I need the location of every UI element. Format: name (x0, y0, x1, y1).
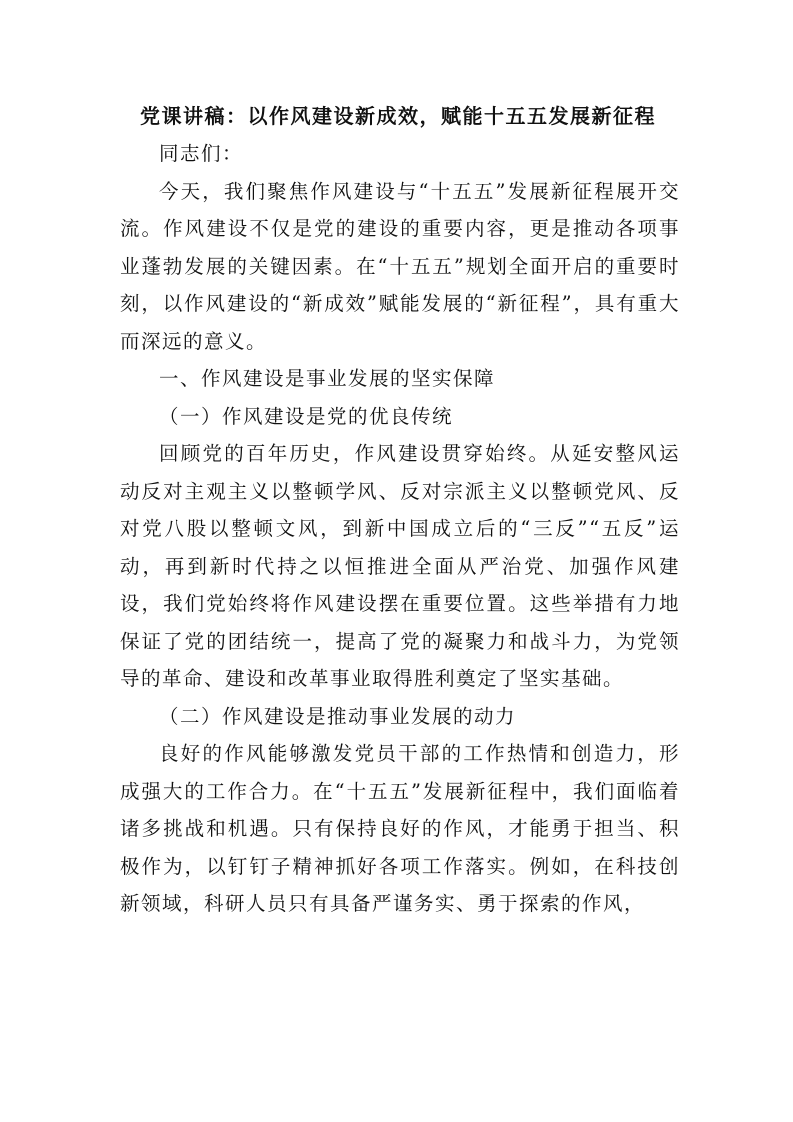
paragraph-intro: 今天，我们聚焦作风建设与“十五五”发展新征程展开交流。作风建设不仅是党的建设的重要内容，更是推动各项事业蓬勃发展的关键因素。在“十五五”规划全面开启的重要时刻，以作风建设的“新成效”赋能发展的“新征程”，具有重大而深远的意义。 (120, 179, 680, 353)
section-heading-1: 一、作风建设是事业发展的坚实保障 (159, 367, 496, 390)
document-body (120, 100, 680, 923)
document-title: 党课讲稿：以作风建设新成效，赋能十五五发展新征程 (140, 104, 656, 128)
greeting: 同志们： (159, 142, 244, 165)
paragraph-history: 回顾党的百年历史，作风建设贯穿始终。从延安整风运动反对主观主义以整顿学风、反对宗派主义以整顿党风、反对党八股以整顿文风，到新中国成立后的“三反”“五反”运动，再到新时代持之以恒推进全面从严治党、加强作风建设，我们党始终将作风建设摆在重要位置。这些举措有力地保证了党的团结统一，提高了党的凝聚力和战斗力，为党领导的革命、建设和改革事业取得胜利奠定了坚实基础。 (120, 442, 680, 690)
paragraph-motivation: 良好的作风能够激发党员干部的工作热情和创造力，形成强大的工作合力。在“十五五”发展新征程中，我们面临着诸多挑战和机遇。只有保持良好的作风，才能勇于担当、积极作为，以钉钉子精神抓好各项工作落实。例如，在科技创新领域，科研人员只有具备严谨务实、勇于探索的作风， (120, 742, 680, 915)
subsection-heading-1: （一）作风建设是党的优良传统 (159, 404, 454, 428)
subsection-heading-2: （二）作风建设是推动事业发展的动力 (159, 704, 517, 728)
